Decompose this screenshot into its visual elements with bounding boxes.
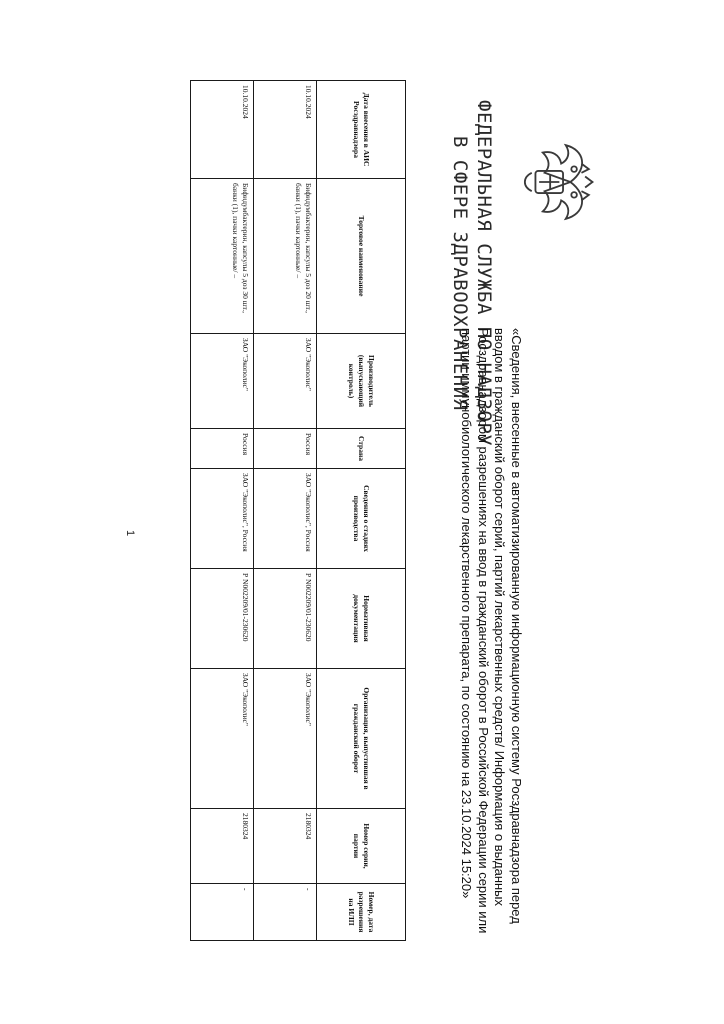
column-header-trade-name: Торговое наименование	[317, 179, 406, 334]
cell-batch-number: 2180324	[191, 809, 254, 884]
cell-permit: -	[191, 884, 254, 941]
column-header-date: Дата внесения в АИС Росздравнадзора	[317, 81, 406, 179]
column-header-production-stages: Сведения о стадиях производства	[317, 469, 406, 569]
cell-production-stages: ЗАО "Экополис", Россия	[191, 469, 254, 569]
agency-name-line1: ФЕДЕРАЛЬНАЯ СЛУЖБА ПО НАДЗОРУ	[473, 100, 495, 447]
table-row	[254, 81, 317, 941]
cell-country: Россия	[254, 429, 317, 469]
cell-manufacturer: ЗАО "Экополис"	[254, 334, 317, 429]
cell-releasing-org: ЗАО "Экополис"	[191, 669, 254, 809]
column-header-country: Страна	[317, 429, 406, 469]
cell-production-stages: ЗАО "Экополис", Россия	[254, 469, 317, 569]
cell-trade-name: Бифидумбактерин, капсулы 5 доз 30 шт., банки (1), пачки картонные/ –	[191, 179, 254, 334]
page-number: 1	[124, 530, 136, 537]
document-title: «Сведения, внесенные в автоматизированную информационную систему Росздравнадзора перед вводом в гражданский оборот серий, партий лекарственных средств/ Информация о выданных Росздравнадзором разрешениях на ввод в гражданский оборот в Российской Федерации серии или партии иммунобиологического лекарственного препарата, по состоянию на 23.10.2024 15:20»	[459, 328, 524, 934]
cell-country: Россия	[191, 429, 254, 469]
column-header-releasing-org: Организация, выпустившая в гражданский оборот	[317, 669, 406, 809]
column-header-permit: Номер, дата разрешения на ИЛП	[317, 884, 406, 941]
cell-date: 10.10.2024	[191, 81, 254, 179]
column-header-manufacturer: Производитель (выпускающий контроль)	[317, 334, 406, 429]
cell-batch-number: 2180324	[254, 809, 317, 884]
cell-trade-name: Бифидумбактерин, капсулы 5 доз 20 шт., банки (1), пачки картонные/ –	[254, 179, 317, 334]
column-header-batch-number: Номер серии, партии	[317, 809, 406, 884]
cell-date: 10.10.2024	[254, 81, 317, 179]
cell-regulatory-docs: Р N002209/01-230620	[191, 569, 254, 669]
cell-regulatory-docs: Р N002209/01-230620	[254, 569, 317, 669]
cell-permit: -	[254, 884, 317, 941]
cell-manufacturer: ЗАО "Экополис"	[191, 334, 254, 429]
cell-releasing-org: ЗАО "Экополис"	[254, 669, 317, 809]
column-header-regulatory-docs: Нормативная документация	[317, 569, 406, 669]
table-row	[191, 81, 254, 941]
double-headed-eagle-icon	[506, 136, 598, 228]
table-header-row	[317, 81, 406, 941]
agency-name-line2: В СФЕРЕ ЗДРАВООХРАНЕНИЯ	[449, 136, 471, 411]
records-table	[190, 80, 406, 941]
